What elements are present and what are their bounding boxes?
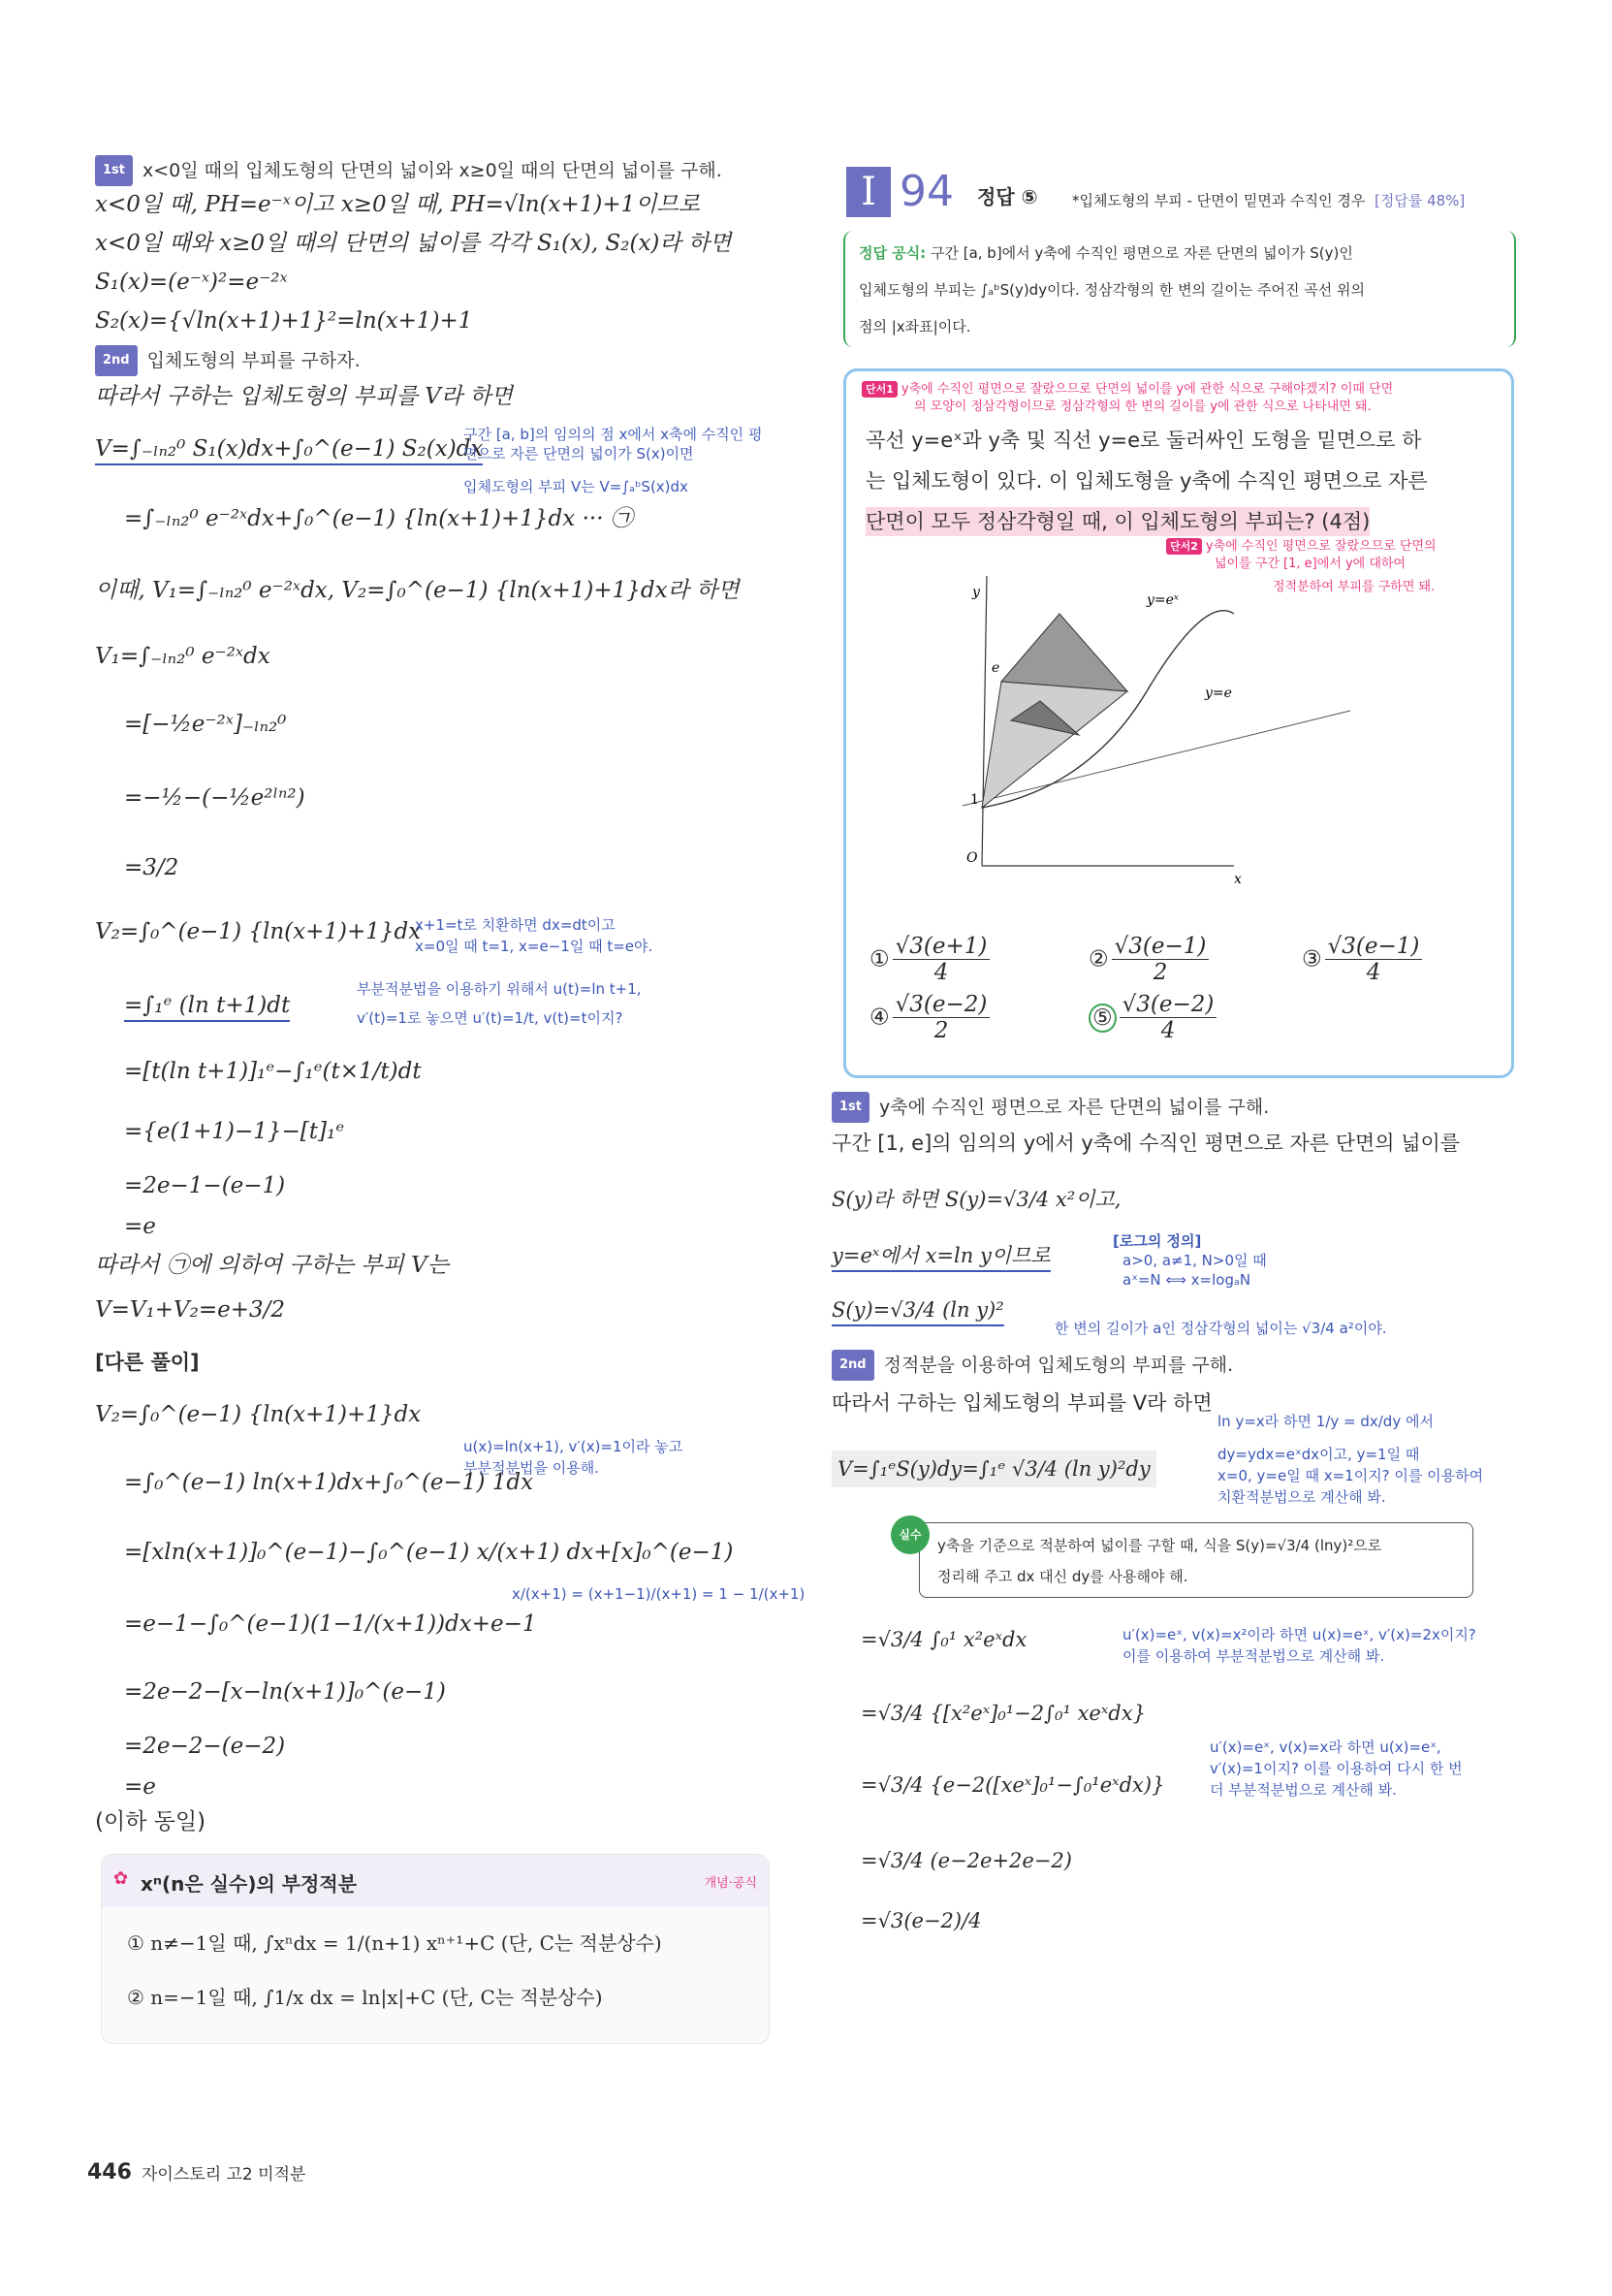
- choice-fraction: [1325, 934, 1423, 985]
- r-line-11: =√3(e−2)/4: [861, 1909, 982, 1932]
- mistake-line-1: y축을 기준으로 적분하여 넓이를 구할 때, 식을 S(y)=√3/4 (lny)²으로: [937, 1537, 1382, 1554]
- rate-label: [정답률 48%]: [1375, 192, 1466, 209]
- answer-label: 정답 ⑤: [977, 185, 1038, 208]
- mistake-box: [899, 1522, 1473, 1598]
- hint1-line-1: 단서1 y축에 수직인 평면으로 잘랐으므로 단면의 넓이를 y에 관한 식으로 구해야겠지? 이때 단면: [862, 381, 1393, 398]
- log-def-2: aˣ=N ⟺ x=logₐN: [1122, 1271, 1251, 1289]
- choice-3[interactable]: [1302, 934, 1425, 985]
- fig-origin-label: O: [966, 850, 978, 866]
- choice-4[interactable]: [869, 992, 993, 1043]
- fig-y-label: y: [972, 585, 980, 600]
- choice-fraction: [893, 992, 991, 1043]
- choice-denominator: 2: [1153, 960, 1168, 985]
- topic-label: *입체도형의 부피 - 단면이 밑면과 수직인 경우: [1072, 192, 1366, 209]
- line-s1: S₁(x)=(e⁻ˣ)²=e⁻²ˣ: [95, 270, 288, 295]
- choice-5[interactable]: [1089, 992, 1219, 1043]
- choice-numerator: √3(e+1): [893, 934, 991, 960]
- r-line-4: S(y)=√3/4 (ln y)²: [832, 1295, 1004, 1326]
- choice-2[interactable]: [1089, 934, 1212, 985]
- note-volume-1: 구간 [a, b]의 임의의 점 x에서 x축에 수직인 평: [463, 426, 763, 443]
- r-line-9: =√3/4 {e−2([xeˣ]₀¹−∫₀¹eˣdx)}: [861, 1773, 1165, 1797]
- line-v2-f: =e: [124, 1214, 156, 1239]
- line-alt-7: =e: [124, 1774, 156, 1800]
- fig-line-label: y=e: [1205, 686, 1232, 701]
- r-line-6: V=∫₁ᵉS(y)dy=∫₁ᵉ √3/4 (ln y)²dy: [832, 1451, 1156, 1487]
- r-line-8: =√3/4 {[x²eˣ]₀¹−2∫₀¹ xeˣdx}: [861, 1702, 1146, 1725]
- line-v1-a: V₁=∫₋ₗₙ₂⁰ e⁻²ˣdx: [95, 644, 270, 669]
- line-alt-6: =2e−2−(e−2): [124, 1734, 286, 1759]
- note-parts-r-2: 이를 이용하여 부분적분법으로 계산해 봐.: [1122, 1647, 1385, 1665]
- choice-number: ③: [1302, 946, 1322, 973]
- line-alt-1: V₂=∫₀^(e−1) {ln(x+1)+1}dx: [95, 1402, 422, 1427]
- note-parts-1: 부분적분법을 이용하기 위해서 u(t)=ln t+1,: [357, 980, 642, 998]
- hint1-line-2: 의 모양이 정삼각형이므로 정삼각형의 한 변의 길이를 y에 관한 식으로 나타내면 돼.: [914, 399, 1372, 414]
- line-v1-d: =3/2: [124, 855, 179, 880]
- problem-number: 94: [900, 167, 954, 216]
- choice-number: ⑤: [1089, 1004, 1117, 1033]
- step2-badge: 2nd: [95, 345, 138, 376]
- note-triangle-area: 한 변의 길이가 a인 정삼각형의 넓이는 √3/4 a²이야.: [1055, 1320, 1387, 1337]
- line-v1-c: =−½−(−½e²ˡⁿ²): [124, 785, 305, 811]
- note-parts-r-3: u′(x)=eˣ, v(x)=x라 하면 u(x)=eˣ,: [1210, 1738, 1441, 1756]
- question-line-3: 단면이 모두 정삼각형일 때, 이 입체도형의 부피는? (4점): [866, 507, 1370, 536]
- concept-rule-1: ① n≠−1일 때, ∫xⁿdx = 1/(n+1) xⁿ⁺¹+C (단, C는 적분상수): [127, 1931, 662, 1955]
- note-alt-frac: x/(x+1) = (x+1−1)/(x+1) = 1 − 1/(x+1): [512, 1585, 806, 1603]
- note-volume-2: 면으로 자른 단면의 넓이가 S(x)이면: [463, 445, 694, 462]
- note-parts-r-1: u′(x)=eˣ, v(x)=x²이라 하면 u(x)=eˣ, v′(x)=2x이지?: [1122, 1626, 1476, 1643]
- r-step1-badge: 1st: [832, 1092, 869, 1123]
- question-line-2: 는 입체도형이 있다. 이 입체도형을 y축에 수직인 평면으로 자른: [866, 469, 1428, 493]
- hint1-tag: 단서1: [862, 381, 898, 398]
- choice-fraction: [1120, 992, 1217, 1043]
- choice-numerator: √3(e−2): [1120, 992, 1217, 1018]
- formula-box: [843, 231, 1516, 347]
- note-parts-r-5: 더 부분적분법으로 계산해 봐.: [1210, 1781, 1397, 1799]
- choice-denominator: 2: [933, 1018, 949, 1043]
- hint2-tag: 단서2: [1166, 538, 1202, 555]
- note-alt-1: u(x)=ln(x+1), v′(x)=1이라 놓고: [463, 1438, 683, 1455]
- solid-figure: [943, 575, 1389, 885]
- r-line-5: 따라서 구하는 입체도형의 부피를 V라 하면: [832, 1391, 1213, 1415]
- note-sub-r-3: x=0, y=e일 때 x=1이지? 이를 이용하여: [1217, 1467, 1484, 1484]
- line-v1-b: =[−½e⁻²ˣ]₋ₗₙ₂⁰: [124, 712, 287, 737]
- line-v1v2-def: 이때, V₁=∫₋ₗₙ₂⁰ e⁻²ˣdx, V₂=∫₀^(e−1) {ln(x+1)+1}dx라 하면: [95, 578, 740, 603]
- line-alt-4: =e−1−∫₀^(e−1)(1−1/(x+1))dx+e−1: [124, 1611, 537, 1637]
- line-ph: x<0일 때, PH=e⁻ˣ이고 x≥0일 때, PH=√ln(x+1)+1이므로: [95, 192, 700, 217]
- concept-box: [101, 1854, 770, 2044]
- line-volume-def: V=∫₋ₗₙ₂⁰ S₁(x)dx+∫₀^(e−1) S₂(x)dx: [95, 434, 483, 465]
- formula-line-1: 정답 공식: 구간 [a, b]에서 y축에 수직인 평면으로 자른 단면의 넓이가 S(y)인: [859, 244, 1353, 262]
- y-axis: [982, 576, 987, 866]
- triangle-top: [1001, 614, 1127, 691]
- fig-one-label: 1: [970, 792, 979, 808]
- formula-line-2: 입체도형의 부피는 ∫ₐᵇS(y)dy이다. 정삼각형의 한 변의 길이는 주어진 곡선 위의: [859, 281, 1366, 299]
- fig-curve-label: y=eˣ: [1147, 592, 1179, 608]
- line-alt-8: (이하 동일): [95, 1809, 206, 1834]
- page-number: 446: [87, 2160, 132, 2184]
- r-line-2: S(y)라 하면 S(y)=√3/4 x²이고,: [832, 1188, 1122, 1211]
- line-volume-intro: 따라서 구하는 입체도형의 부피를 V라 하면: [95, 384, 513, 409]
- note-parts-r-4: v′(x)=1이지? 이를 이용하여 다시 한 번: [1210, 1760, 1463, 1777]
- choice-number: ①: [869, 946, 890, 973]
- line-alt-3: =[xln(x+1)]₀^(e−1)−∫₀^(e−1) x/(x+1) dx+[x]₀^(e−1): [124, 1540, 734, 1565]
- choice-number: ②: [1089, 946, 1109, 973]
- note-alt-2: 부분적분법을 이용해.: [463, 1459, 599, 1477]
- note-sub-1: x+1=t로 치환하면 dx=dt이고: [415, 916, 616, 934]
- choice-denominator: 4: [1366, 960, 1381, 985]
- choice-numerator: √3(e−1): [1112, 934, 1210, 960]
- note-parts-2: v′(t)=1로 놓으면 u′(t)=1/t, v(t)=t이지?: [357, 1009, 623, 1027]
- concept-tag: 개념·공식: [704, 1876, 757, 1891]
- fig-x-label: x: [1234, 872, 1242, 885]
- line-v2-e: =2e−1−(e−1): [124, 1173, 286, 1198]
- choice-numerator: √3(e−1): [1325, 934, 1423, 960]
- hint2-line-3: 정적분하여 부피를 구하면 돼.: [1273, 580, 1436, 594]
- line-v2-b: =∫₁ᵉ (ln t+1)dt: [124, 991, 290, 1022]
- note-sub-r-2: dy=ydx=eˣdx이고, y=1일 때: [1217, 1446, 1420, 1463]
- note-sub-r-1: ln y=x라 하면 1/y = dx/dy 에서: [1217, 1413, 1434, 1430]
- step1-heading: 1st x<0일 때의 입체도형의 단면의 넓이와 x≥0일 때의 단면의 넓이를 구해.: [95, 155, 722, 186]
- r-line-10: =√3/4 (e−2e+2e−2): [861, 1849, 1072, 1872]
- hint2-line-1: 단서2 y축에 수직인 평면으로 잘랐으므로 단면의: [1166, 538, 1437, 555]
- line-alt-2: =∫₀^(e−1) ln(x+1)dx+∫₀^(e−1) 1dx: [124, 1470, 534, 1495]
- r-step1-heading: 1st y축에 수직인 평면으로 자른 단면의 넓이를 구해.: [832, 1092, 1269, 1123]
- line-v2-d: ={e(1+1)−1}−[t]₁ᵉ: [124, 1119, 345, 1144]
- step1-badge: 1st: [95, 155, 133, 186]
- choice-fraction: [1112, 934, 1210, 985]
- problem-frame: [843, 368, 1514, 1078]
- alt-solution-title: [다른 풀이]: [95, 1351, 200, 1374]
- note-volume-3: 입체도형의 부피 V는 V=∫ₐᵇS(x)dx: [463, 478, 688, 495]
- formula-line-3: 점의 |x좌표|이다.: [859, 318, 971, 335]
- choice-1[interactable]: [869, 934, 993, 985]
- choice-denominator: 4: [933, 960, 949, 985]
- line-area-def: x<0일 때와 x≥0일 때의 단면의 넓이를 각각 S₁(x), S₂(x)라 하면: [95, 231, 732, 256]
- question-line-1: 곡선 y=eˣ과 y축 및 직선 y=e로 둘러싸인 도형을 밑면으로 하: [866, 429, 1422, 452]
- mistake-line-2: 정리해 주고 dx 대신 dy를 사용해야 해.: [937, 1568, 1188, 1585]
- log-def-title: [로그의 정의]: [1113, 1232, 1202, 1250]
- line-s2: S₂(x)={√ln(x+1)+1}²=ln(x+1)+1: [95, 308, 473, 334]
- step2-heading: 2nd 입체도형의 부피를 구하자.: [95, 345, 361, 376]
- mistake-icon: 실수: [891, 1515, 930, 1554]
- choice-denominator: 4: [1160, 1018, 1176, 1043]
- line-final-v: V=V₁+V₂=e+3/2: [95, 1297, 285, 1323]
- line-therefore: 따라서 ㉠에 의하여 구하는 부피 V는: [95, 1253, 449, 1278]
- concept-title: xⁿ(n은 실수)의 부정적분: [141, 1872, 358, 1896]
- r-line-1: 구간 [1, e]의 임의의 y에서 y축에 수직인 평면으로 자른 단면의 넓이를: [832, 1132, 1461, 1155]
- concept-rule-2: ② n=−1일 때, ∫1/x dx = ln|x|+C (단, C는 적분상수): [127, 1986, 603, 2009]
- r-step2-heading: 2nd 정적분을 이용하여 입체도형의 부피를 구해.: [832, 1350, 1233, 1381]
- r-line-7: =√3/4 ∫₀¹ x²eˣdx: [861, 1628, 1027, 1651]
- note-sub-r-4: 치환적분법으로 계산해 봐.: [1217, 1488, 1386, 1506]
- flower-icon: ✿: [113, 1868, 129, 1889]
- note-sub-2: x=0일 때 t=1, x=e−1일 때 t=e야.: [415, 938, 653, 955]
- line-volume-expanded: =∫₋ₗₙ₂⁰ e⁻²ˣdx+∫₀^(e−1) {ln(x+1)+1}dx ··· ㉠: [124, 506, 633, 531]
- r-line-3: y=eˣ에서 x=ln y이므로: [832, 1241, 1051, 1272]
- log-def-1: a>0, a≠1, N>0일 때: [1122, 1252, 1267, 1269]
- section-mark: I: [846, 167, 891, 217]
- line-v2-c: =[t(ln t+1)]₁ᵉ−∫₁ᵉ(t×1/t)dt: [124, 1059, 422, 1084]
- fig-e-label: e: [992, 660, 1000, 676]
- line-alt-5: =2e−2−[x−ln(x+1)]₀^(e−1): [124, 1679, 446, 1705]
- book-title: 자이스토리 고2 미적분: [142, 2165, 306, 2184]
- choice-fraction: [893, 934, 991, 985]
- choice-numerator: √3(e−2): [893, 992, 991, 1018]
- r-step2-badge: 2nd: [832, 1350, 874, 1381]
- choice-number: ④: [869, 1004, 890, 1031]
- line-v2-a: V₂=∫₀^(e−1) {ln(x+1)+1}dx: [95, 919, 422, 944]
- hint2-line-2: 넓이를 구간 [1, e]에서 y에 대하여: [1215, 557, 1407, 571]
- concept-header: [102, 1855, 769, 1907]
